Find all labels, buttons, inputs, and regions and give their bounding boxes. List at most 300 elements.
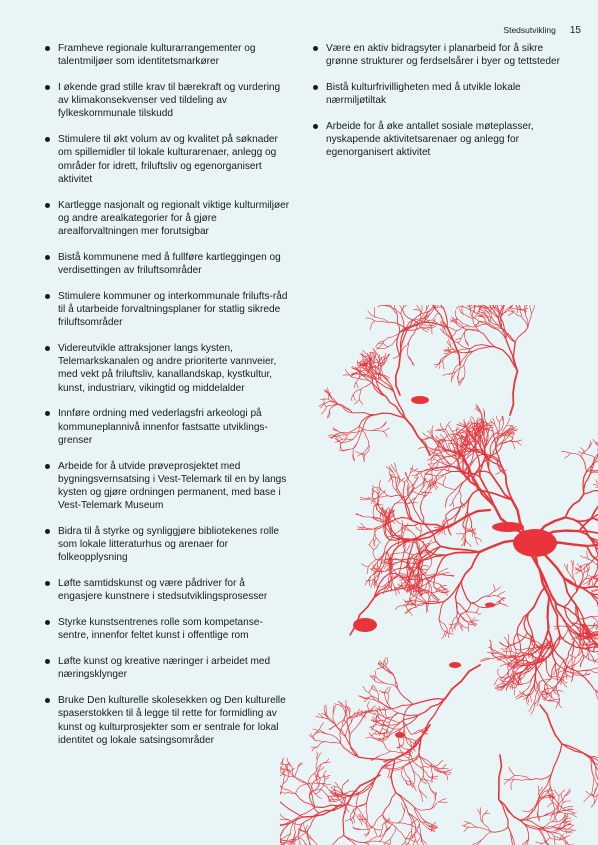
river-path (576, 570, 582, 573)
river-path (384, 334, 399, 341)
river-path (357, 807, 363, 815)
river-path (514, 779, 530, 780)
river-path (385, 694, 388, 704)
river-path (471, 621, 475, 626)
river-path (584, 567, 585, 572)
river-path (461, 616, 469, 624)
river-path (563, 801, 570, 803)
river-path (403, 528, 411, 531)
river-path (382, 815, 396, 828)
river-path (395, 526, 404, 534)
river-path (481, 832, 490, 840)
river-path (515, 775, 531, 779)
river-path (584, 489, 598, 494)
river-path (404, 804, 405, 812)
river-path (558, 804, 559, 812)
river-path (447, 490, 455, 499)
river-path (367, 712, 375, 714)
river-path (361, 383, 372, 390)
river-path (398, 823, 410, 825)
river-path (464, 351, 473, 365)
river-path (322, 407, 327, 414)
river-path (342, 439, 353, 440)
river-path (497, 658, 506, 660)
river-path (390, 827, 396, 839)
river-path (456, 338, 461, 340)
river-path (391, 306, 401, 314)
list-item: Framheve regionale kulturarrangementer og talentmiljøer som identitetsmarkører (45, 42, 291, 68)
river-path (380, 367, 381, 380)
river-path (553, 803, 558, 812)
river-path (347, 430, 362, 435)
river-path (370, 321, 375, 330)
river-path (367, 567, 368, 574)
river-path (591, 616, 598, 617)
river-path (587, 565, 589, 571)
river-path (439, 620, 445, 632)
river-path (561, 451, 570, 453)
river-path (363, 686, 369, 692)
river-path (553, 823, 563, 827)
river-path (568, 825, 574, 829)
lake-shape (513, 529, 557, 557)
river-path (472, 317, 487, 324)
river-path (556, 686, 559, 700)
river-path (447, 328, 460, 366)
river-path (445, 629, 447, 637)
river-path (362, 430, 368, 445)
river-path (439, 802, 448, 803)
river-path (320, 723, 324, 730)
river-path (498, 669, 501, 677)
river-path (461, 581, 470, 603)
river-path (453, 491, 459, 500)
river-path (532, 305, 535, 313)
river-path (375, 739, 383, 742)
river-path (359, 426, 372, 431)
river-path (554, 790, 559, 796)
river-path (295, 768, 298, 777)
river-path (358, 454, 365, 456)
river-path (531, 774, 552, 780)
river-path (461, 534, 464, 540)
river-path (375, 671, 376, 678)
river-path (503, 468, 512, 500)
river-path (451, 626, 453, 633)
river-path (494, 677, 501, 685)
list-item: Løfte kunst og kreative næringer i arbeidet med næringsklynger (45, 655, 291, 681)
river-path (573, 568, 574, 579)
list-item: Bistå kulturfrivilligheten med å utvikle lokale nærmiljøtiltak (313, 81, 563, 107)
river-path (448, 425, 453, 431)
river-path (473, 347, 495, 352)
lake-shape (395, 732, 405, 738)
river-path (339, 788, 345, 795)
river-path (591, 616, 598, 623)
river-path (437, 429, 446, 430)
river-path (405, 418, 430, 455)
river-path (581, 556, 588, 559)
running-header (503, 25, 581, 36)
river-path (562, 744, 589, 757)
river-path (591, 472, 598, 473)
lake-shape (353, 618, 377, 632)
river-path (568, 829, 576, 831)
river-path (324, 775, 325, 781)
river-path (320, 781, 324, 789)
river-path (538, 786, 539, 791)
river-path (313, 840, 327, 845)
river-path (349, 444, 357, 449)
river-path (498, 602, 505, 605)
river-path (385, 658, 386, 665)
river-path (569, 813, 576, 814)
river-path (323, 762, 330, 763)
river-path (413, 840, 415, 845)
river-path (569, 814, 576, 818)
river-path (563, 836, 570, 838)
river-path (514, 687, 516, 695)
river-path (462, 625, 468, 629)
river-path (513, 440, 522, 442)
river-path (386, 658, 388, 665)
river-path (326, 742, 341, 744)
river-path (592, 794, 595, 805)
river-path (391, 759, 396, 793)
river-path (375, 350, 376, 356)
river-path (378, 343, 389, 347)
river-path (423, 433, 431, 438)
river-path (372, 485, 379, 488)
river-path (541, 693, 550, 695)
river-path (280, 774, 284, 777)
river-path (530, 695, 532, 703)
river-path (443, 476, 446, 486)
river-path (383, 431, 387, 437)
river-path (530, 305, 532, 313)
river-path (502, 441, 513, 444)
river-path (410, 469, 418, 473)
river-path (373, 550, 376, 560)
river-path (356, 452, 364, 454)
river-path (383, 540, 390, 556)
river-path (280, 814, 289, 820)
river-path (359, 415, 375, 426)
river-path (536, 842, 542, 844)
river-path (485, 314, 491, 323)
river-path (527, 613, 532, 634)
river-path (354, 816, 355, 823)
river-network-illustration (280, 305, 598, 845)
river-path (443, 770, 451, 772)
river-path (593, 440, 598, 447)
river-path (469, 624, 476, 626)
river-path (514, 633, 517, 649)
river-path (536, 665, 544, 682)
river-path (476, 613, 482, 615)
river-path (444, 352, 450, 354)
river-path (570, 453, 581, 457)
river-path (280, 769, 281, 781)
river-path (354, 382, 356, 388)
river-path (356, 513, 363, 516)
river-path (585, 454, 595, 458)
river-path (282, 770, 288, 773)
river-path (562, 744, 591, 757)
river-path (401, 314, 404, 331)
river-path (581, 571, 583, 580)
river-path (574, 657, 576, 664)
river-path (461, 603, 471, 614)
river-path (343, 781, 349, 785)
river-path (497, 416, 500, 422)
river-path (433, 313, 439, 320)
river-path (365, 445, 370, 455)
lake-shape (492, 522, 524, 532)
river-path (573, 560, 574, 567)
list-item: Arbeide for å utvide prøveprosjektet med bygningsvernsatsing i Vest-Telemark til en by langs kysten og gjøre ordningen permanent, med base i Vest-Telemark Museum (45, 460, 291, 513)
river-path (387, 731, 388, 737)
river-path (459, 491, 461, 502)
river-path (366, 318, 375, 321)
river-path (565, 627, 569, 636)
river-path (414, 807, 430, 810)
river-path (563, 806, 573, 808)
river-path (504, 637, 508, 644)
river-path (540, 705, 562, 744)
river-path (415, 840, 419, 845)
river-path (383, 742, 390, 751)
river-path (592, 579, 593, 586)
river-path (559, 699, 562, 708)
river-path (335, 439, 342, 442)
river-path (363, 445, 369, 454)
river-path (471, 603, 488, 608)
river-path (359, 399, 362, 404)
river-path (391, 723, 401, 733)
river-path (468, 624, 469, 632)
river-path (312, 747, 318, 751)
river-path (385, 560, 390, 569)
river-path (344, 836, 359, 845)
river-path (438, 573, 449, 575)
river-path (419, 320, 432, 321)
river-path (473, 310, 479, 319)
river-path (400, 478, 405, 482)
river-path (466, 340, 469, 346)
river-path (478, 809, 481, 814)
river-path (467, 612, 472, 621)
river-path (363, 454, 364, 461)
list-item: Kartlegge nasjonalt og regionalt viktige kulturmiljøer og andre arealkategorier for å gjøre arealforvaltningen mer forutsigbar (45, 199, 291, 239)
river-path (442, 631, 445, 639)
river-path (380, 728, 383, 735)
river-path (550, 774, 553, 796)
river-path (383, 428, 390, 431)
lake-shape (411, 396, 429, 404)
list-item: Videreutvikle attraksjoner langs kysten, Telemarkskanalen og andre prioriterte vannveier, med vekt på friluftsliv, kanallandskap, kystkultur, kunst, industriarv, vikingtid og middelalder (45, 342, 291, 395)
river-path (405, 552, 413, 555)
river-path (404, 779, 413, 782)
river-path (369, 539, 374, 545)
river-path (345, 369, 349, 374)
lake-shape (485, 603, 495, 608)
river-path (551, 744, 562, 775)
river-path (420, 824, 421, 835)
river-path (374, 544, 379, 550)
river-path (464, 827, 469, 831)
river-path (368, 498, 376, 499)
river-path (346, 700, 347, 708)
river-path (459, 451, 469, 452)
river-path (582, 674, 590, 675)
river-path (341, 443, 343, 450)
river-path (393, 482, 397, 491)
river-path (347, 713, 356, 718)
river-path (377, 668, 384, 670)
list-item: Bidra til å styrke og synliggjøre bibliotekenes rolle som lokale litteraturhus og arenaer for folkeopplysning (45, 525, 291, 565)
river-path (503, 651, 512, 652)
river-path (398, 713, 418, 716)
river-path (559, 790, 565, 796)
river-path (372, 427, 382, 431)
river-path (359, 390, 361, 399)
river-path (490, 640, 492, 650)
river-path (485, 591, 494, 596)
river-path (510, 307, 520, 310)
river-path (371, 727, 377, 732)
river-path (318, 742, 326, 747)
river-path (499, 755, 502, 800)
river-path (559, 813, 570, 814)
river-path (359, 378, 372, 383)
river-path (375, 528, 376, 538)
river-path (528, 585, 547, 613)
river-path (343, 804, 348, 836)
river-path (413, 770, 415, 783)
river-path (354, 390, 361, 395)
river-path (421, 473, 425, 481)
river-path (379, 480, 381, 488)
river-path (449, 626, 451, 634)
river-path (590, 580, 591, 587)
river-path (408, 480, 414, 489)
river-path (399, 551, 405, 575)
river-path (590, 667, 598, 670)
river-path (405, 608, 412, 614)
river-path (584, 652, 588, 658)
river-path (468, 490, 478, 511)
river-path (384, 839, 391, 845)
river-path (490, 827, 508, 832)
river-path (368, 702, 370, 711)
river-path (495, 424, 499, 433)
river-path (575, 655, 583, 665)
river-path (382, 815, 398, 824)
river-path (416, 526, 422, 532)
river-path (584, 794, 592, 802)
river-path (412, 473, 420, 475)
river-path (356, 382, 358, 388)
river-path (361, 711, 369, 721)
river-path (516, 648, 529, 650)
river-path (523, 809, 533, 812)
river-path (547, 700, 559, 701)
right-bullet-list (313, 42, 563, 172)
river-path (414, 783, 417, 791)
river-path (353, 426, 360, 439)
river-path (371, 731, 377, 736)
river-path (366, 803, 367, 819)
list-item: Stimulere til økt volum av og kvalitet på søknader om spillemidler til lokale kulturarenaer, anlegg og områder for idrett, friluftsliv og egenorganisert aktivitet (45, 133, 291, 186)
river-path (584, 580, 591, 585)
river-path (372, 431, 383, 432)
river-path (379, 751, 390, 756)
river-path (361, 828, 372, 830)
river-path (526, 305, 529, 306)
river-path (379, 354, 380, 360)
river-path (421, 767, 429, 777)
river-path (496, 433, 499, 447)
river-path (419, 791, 422, 802)
river-path (500, 664, 509, 666)
river-path (515, 327, 528, 342)
river-path (338, 404, 352, 412)
river-path (280, 801, 303, 817)
river-path (565, 494, 583, 517)
river-path (317, 753, 321, 760)
river-path (510, 371, 518, 415)
river-path (584, 648, 598, 652)
river-path (343, 375, 350, 376)
river-path (302, 813, 319, 824)
river-path (419, 776, 424, 790)
river-path (500, 643, 506, 647)
river-path (587, 551, 588, 559)
river-path (389, 713, 398, 723)
river-path (590, 670, 598, 675)
river-path (332, 786, 339, 788)
river-path (554, 837, 557, 845)
river-path (467, 612, 476, 613)
river-path (354, 395, 356, 401)
river-path (441, 768, 448, 769)
river-path (495, 587, 501, 591)
river-path (372, 815, 382, 828)
list-item: Løfte samtidskunst og være pådriver for å engasjere kunstnere i stedsutviklingsprosesser (45, 577, 291, 603)
river-path (509, 312, 514, 316)
list-item: Styrke kunstsentrenes rolle som kompetanse-sentre, innenfor feltet kunst i offentlige rom (45, 616, 291, 642)
river-path (464, 823, 470, 825)
river-path (453, 428, 460, 432)
river-path (564, 592, 577, 607)
river-path (280, 818, 282, 825)
section-title: Stedsutvikling (503, 25, 556, 35)
river-path (388, 693, 389, 703)
river-path (443, 486, 455, 490)
river-path (493, 584, 495, 591)
river-path (565, 453, 570, 458)
river-path (323, 776, 330, 777)
river-path (509, 767, 515, 775)
river-path (566, 830, 573, 832)
river-path (567, 667, 590, 671)
river-path (464, 365, 465, 378)
river-path (320, 789, 328, 795)
lake-shape (449, 662, 461, 668)
river-path (381, 732, 390, 733)
river-path (394, 392, 405, 418)
